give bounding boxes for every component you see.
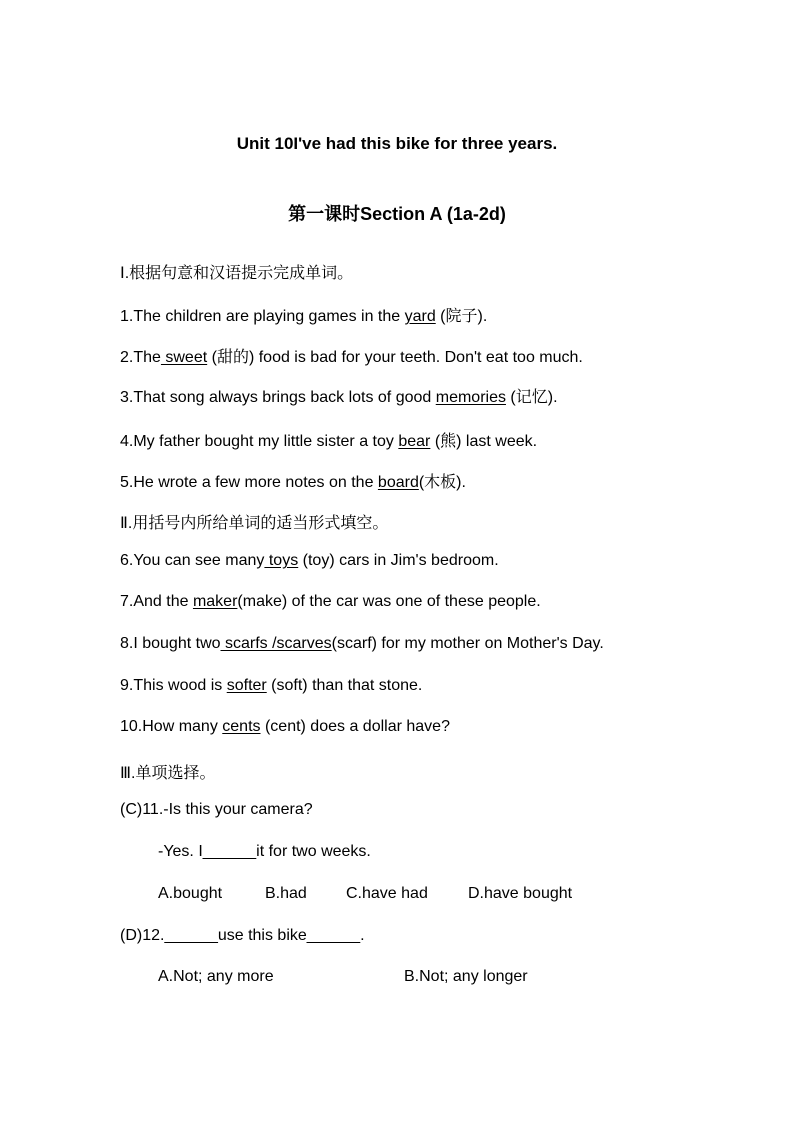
question-2 [120, 344, 583, 367]
question-text: (toy) cars in Jim's bedroom. [298, 552, 499, 569]
question-5 [120, 469, 466, 492]
page-title: Unit 10I've had this bike for three years. [236, 134, 558, 153]
answer-text: sweet [160, 349, 208, 366]
question-11-stem: (C)11.-Is this your camera? [120, 801, 313, 818]
question-10 [120, 718, 450, 736]
answer-text: maker [192, 593, 238, 610]
question-9 [120, 677, 422, 695]
answer-text: bear [398, 433, 431, 450]
answer-text: yard [404, 308, 436, 325]
option-c: C.have had [346, 885, 428, 902]
question-text: 8.I bought two [120, 635, 221, 652]
answer-text: cents [222, 718, 261, 735]
section-3-heading: Ⅲ.单项选择。 [120, 765, 216, 782]
question-1 [120, 303, 487, 326]
option-b: B.had [265, 885, 307, 902]
page-subtitle: 第一课时Section A (1a-2d) [288, 204, 506, 224]
question-text: 2.The [120, 349, 161, 366]
question-text: 5.He wrote a few more notes on the [120, 474, 378, 491]
question-text: (记忆). [505, 389, 558, 406]
option-d: D.have bought [468, 885, 573, 902]
question-text: 10.How many [120, 718, 223, 735]
answer-text: softer [226, 677, 267, 694]
question-text: (甜的) food is bad for your teeth. Don't eat too much. [207, 349, 583, 366]
question-text: (make) of the car was one of these people. [237, 593, 541, 610]
question-text: (木板). [418, 474, 466, 491]
option-a: A.Not; any more [158, 968, 274, 985]
question-4 [120, 428, 537, 451]
question-text: (cent) does a dollar have? [260, 718, 450, 735]
question-7 [120, 593, 541, 611]
question-text: 1.The children are playing games in the [120, 308, 405, 325]
question-text: (院子). [435, 308, 488, 325]
question-12-stem: (D)12.______use this bike______. [120, 927, 365, 944]
question-6 [120, 552, 499, 570]
answer-text: memories [435, 389, 506, 406]
section-2-heading: Ⅱ.用括号内所给单词的适当形式填空。 [120, 515, 389, 532]
question-3 [120, 384, 558, 407]
section-1-heading: Ⅰ.根据句意和汉语提示完成单词。 [120, 265, 354, 282]
answer-text: board [377, 474, 419, 491]
option-b: B.Not; any longer [404, 968, 528, 985]
question-11-reply: -Yes. I______it for two weeks. [158, 843, 371, 860]
question-8 [120, 635, 604, 653]
question-text: (soft) than that stone. [266, 677, 423, 694]
option-a: A.bought [158, 885, 223, 902]
question-text: 3.That song always brings back lots of good [120, 389, 436, 406]
question-text: (scarf) for my mother on Mother's Day. [331, 635, 604, 652]
answer-text: toys [264, 552, 299, 569]
question-text: (熊) last week. [430, 433, 538, 450]
question-11-options [158, 885, 572, 903]
question-text: 4.My father bought my little sister a toy [120, 433, 399, 450]
question-text: 7.And the [120, 593, 193, 610]
question-text: 9.This wood is [120, 677, 227, 694]
answer-text: scarfs /scarves [220, 635, 332, 652]
question-12-options [158, 968, 528, 986]
question-text: 6.You can see many [120, 552, 265, 569]
